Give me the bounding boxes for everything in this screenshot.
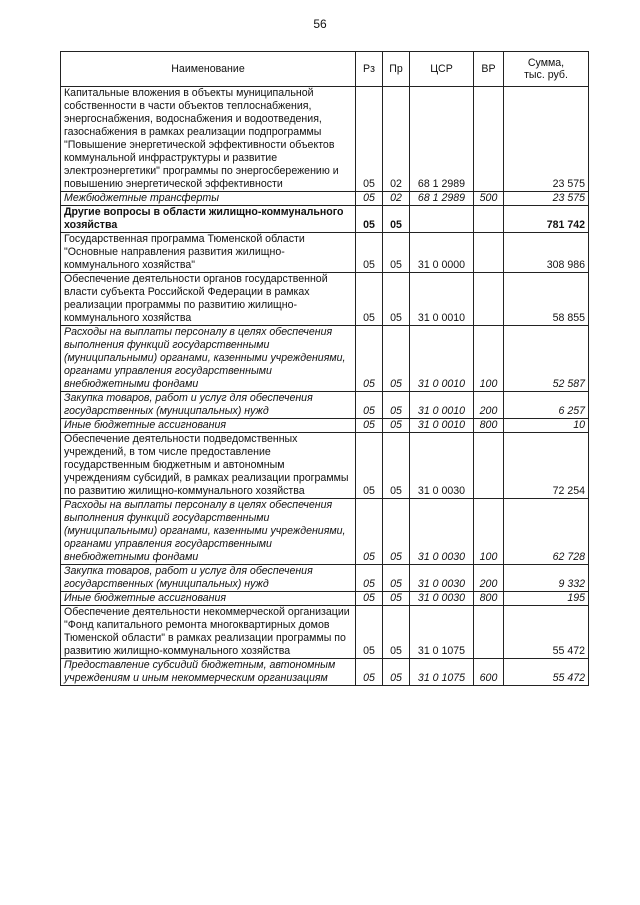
row-rz: 05	[356, 87, 383, 192]
row-vr: 500	[474, 192, 504, 206]
row-sum: 6 257	[504, 392, 589, 419]
row-csr: 68 1 2989	[410, 192, 474, 206]
header-name: Наименование	[61, 52, 356, 87]
row-sum: 55 472	[504, 606, 589, 659]
row-pr: 02	[383, 87, 410, 192]
row-rz: 05	[356, 565, 383, 592]
row-csr: 31 0 0010	[410, 419, 474, 433]
row-sum: 52 587	[504, 326, 589, 392]
row-name: Межбюджетные трансферты	[61, 192, 356, 206]
row-pr: 05	[383, 592, 410, 606]
table-row	[61, 392, 589, 419]
header-csr: ЦСР	[410, 52, 474, 87]
header-rz: Рз	[356, 52, 383, 87]
budget-table	[60, 51, 589, 686]
row-pr: 05	[383, 433, 410, 499]
row-sum: 72 254	[504, 433, 589, 499]
row-rz: 05	[356, 419, 383, 433]
table-row	[61, 87, 589, 192]
page-number: 56	[313, 17, 327, 31]
table-row	[61, 233, 589, 273]
row-csr	[410, 206, 474, 233]
header-pr: Пр	[383, 52, 410, 87]
row-vr: 800	[474, 419, 504, 433]
row-name: Обеспечение деятельности некоммерческой организации "Фонд капитального ремонта многоквартирных домов Тюменской области" в рамках реализации программы по развитию жилищно-коммунального хозяйства	[61, 606, 356, 659]
row-rz: 05	[356, 433, 383, 499]
table-row	[61, 192, 589, 206]
row-csr: 31 0 0030	[410, 565, 474, 592]
row-pr: 05	[383, 392, 410, 419]
row-csr: 31 0 1075	[410, 606, 474, 659]
row-vr: 200	[474, 392, 504, 419]
row-csr: 31 0 0030	[410, 433, 474, 499]
row-pr: 05	[383, 233, 410, 273]
row-rz: 05	[356, 326, 383, 392]
header-vr: ВР	[474, 52, 504, 87]
row-csr: 31 0 0030	[410, 592, 474, 606]
row-name: Закупка товаров, работ и услуг для обеспечения государственных (муниципальных) нужд	[61, 565, 356, 592]
table-header-row	[61, 52, 589, 87]
row-vr	[474, 87, 504, 192]
row-csr: 31 0 0010	[410, 326, 474, 392]
table-row	[61, 592, 589, 606]
row-vr: 600	[474, 659, 504, 686]
row-pr: 05	[383, 326, 410, 392]
row-name: Расходы на выплаты персоналу в целях обеспечения выполнения функций государственными (муниципальными) органами, казенными учреждениями, органами управления государственными внебюджетными фондами	[61, 499, 356, 565]
table-row	[61, 659, 589, 686]
row-name: Государственная программа Тюменской области "Основные направления развития жилищно-коммунального хозяйства"	[61, 233, 356, 273]
table-row	[61, 273, 589, 326]
row-name: Другие вопросы в области жилищно-коммунального хозяйства	[61, 206, 356, 233]
row-vr	[474, 273, 504, 326]
row-csr: 31 0 1075	[410, 659, 474, 686]
row-pr: 05	[383, 499, 410, 565]
row-pr: 05	[383, 206, 410, 233]
row-rz: 05	[356, 606, 383, 659]
header-sum: Сумма, тыс. руб.	[504, 52, 589, 87]
row-rz: 05	[356, 392, 383, 419]
table-row	[61, 419, 589, 433]
row-pr: 02	[383, 192, 410, 206]
row-vr	[474, 206, 504, 233]
row-pr: 05	[383, 659, 410, 686]
row-rz: 05	[356, 273, 383, 326]
row-csr: 31 0 0010	[410, 273, 474, 326]
row-rz: 05	[356, 592, 383, 606]
row-name: Предоставление субсидий бюджетным, автономным учреждениям и иным некоммерческим организациям	[61, 659, 356, 686]
row-csr: 68 1 2989	[410, 87, 474, 192]
row-rz: 05	[356, 659, 383, 686]
row-vr: 100	[474, 326, 504, 392]
table-row	[61, 606, 589, 659]
row-sum: 23 575	[504, 192, 589, 206]
row-rz: 05	[356, 192, 383, 206]
row-name: Капитальные вложения в объекты муниципальной собственности в части объектов теплоснабжения, энергоснабжения, водоснабжения и водоотведения, газоснабжения в рамках реализации подпрограммы "Повышение энергетической эффективности объектов коммунальной инфраструктуры и развитие электроэнергетики" программы по энергосбережению и повышению энергетической эффективности	[61, 87, 356, 192]
row-vr	[474, 433, 504, 499]
row-vr: 800	[474, 592, 504, 606]
row-rz: 05	[356, 233, 383, 273]
row-csr: 31 0 0030	[410, 499, 474, 565]
row-sum: 58 855	[504, 273, 589, 326]
row-rz: 05	[356, 206, 383, 233]
row-name: Закупка товаров, работ и услуг для обеспечения государственных (муниципальных) нужд	[61, 392, 356, 419]
table-row	[61, 433, 589, 499]
row-sum: 781 742	[504, 206, 589, 233]
row-name: Иные бюджетные ассигнования	[61, 419, 356, 433]
row-csr: 31 0 0010	[410, 392, 474, 419]
row-name: Иные бюджетные ассигнования	[61, 592, 356, 606]
table-row	[61, 565, 589, 592]
table-row	[61, 326, 589, 392]
row-vr	[474, 233, 504, 273]
row-vr	[474, 606, 504, 659]
row-sum: 55 472	[504, 659, 589, 686]
row-vr: 200	[474, 565, 504, 592]
row-sum: 10	[504, 419, 589, 433]
table-row	[61, 499, 589, 565]
row-sum: 308 986	[504, 233, 589, 273]
row-pr: 05	[383, 606, 410, 659]
table-row	[61, 206, 589, 233]
row-sum: 195	[504, 592, 589, 606]
row-name: Расходы на выплаты персоналу в целях обеспечения выполнения функций государственными (муниципальными) органами, казенными учреждениями, органами управления государственными внебюджетными фондами	[61, 326, 356, 392]
row-name: Обеспечение деятельности органов государственной власти субъекта Российской Федерации в рамках реализации программы по развитию жилищно-коммунального хозяйства	[61, 273, 356, 326]
row-csr: 31 0 0000	[410, 233, 474, 273]
row-sum: 9 332	[504, 565, 589, 592]
row-vr: 100	[474, 499, 504, 565]
row-pr: 05	[383, 419, 410, 433]
row-sum: 62 728	[504, 499, 589, 565]
row-pr: 05	[383, 565, 410, 592]
row-rz: 05	[356, 499, 383, 565]
row-name: Обеспечение деятельности подведомственных учреждений, в том числе предоставление государственным бюджетным и автономным учреждениям субсидий, в рамках реализации программы по развитию жилищно-коммунального хозяйства	[61, 433, 356, 499]
row-sum: 23 575	[504, 87, 589, 192]
row-pr: 05	[383, 273, 410, 326]
